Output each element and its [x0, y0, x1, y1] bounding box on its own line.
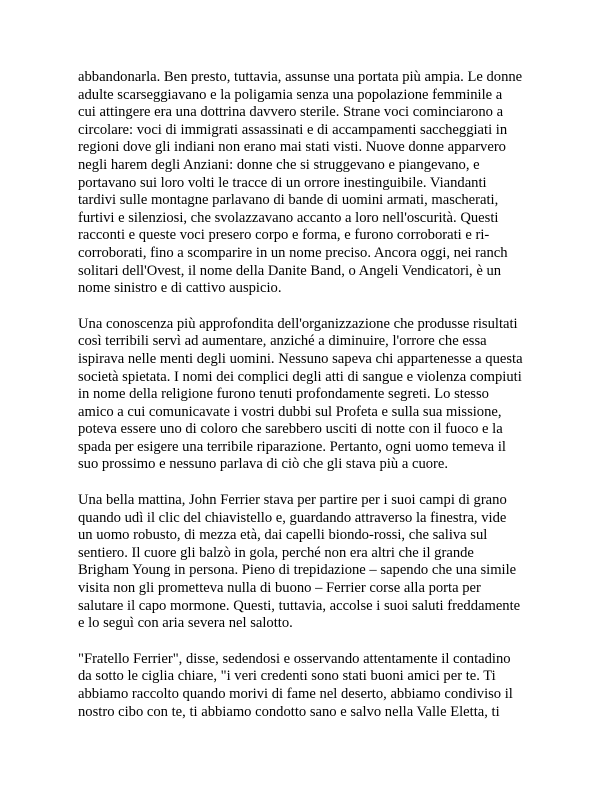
text-line: racconti e queste voci presero corpo e forma, e furono corroborati e ri-	[78, 227, 490, 244]
text-line: visita non gli prometteva nulla di buono – Ferrier corse alla porta per	[78, 580, 481, 597]
text-line: sentiero. Il cuore gli balzò in gola, perché non era altri che il grande	[78, 544, 474, 561]
text-line: società spietata. I nomi dei complici degli atti di sangue e violenza compiuti	[78, 368, 522, 385]
text-line: negli harem degli Anziani: donne che si struggevano e piangevano, e	[78, 156, 480, 173]
text-line: circolare: voci di immigrati assassinati e di accampamenti saccheggiati in	[78, 121, 508, 138]
text-line: regioni dove gli indiani non erano mai stati visti. Nuove donne apparvero	[78, 139, 506, 156]
text-line: "Fratello Ferrier", disse, sedendosi e osservando attentamente il contadino	[78, 650, 511, 667]
text-line: corroborati, fino a scomparire in un nome preciso. Ancora oggi, nei ranch	[78, 244, 508, 261]
paragraph	[78, 651, 540, 721]
text-line: in nome della religione furono tenuti profondamente segreti. Lo stesso	[78, 386, 489, 403]
text-line: e lo seguì con aria severa nel salotto.	[78, 615, 293, 632]
text-line: poteva essere uno di coloro che sarebbero usciti di notte con il fuoco e la	[78, 421, 503, 438]
text-line: cui attingere era una dottrina davvero sterile. Strane voci cominciarono a	[78, 104, 504, 121]
paragraph	[78, 316, 540, 474]
text-line: abbandonarla. Ben presto, tuttavia, assunse una portata più ampia. Le donne	[78, 69, 523, 85]
body-text	[78, 69, 540, 739]
text-line: adulte scarseggiavano e la poligamia senza una popolazione femminile a	[78, 86, 503, 103]
text-line: quando udì il clic del chiavistello e, guardando attraverso la finestra, vide	[78, 509, 507, 526]
text-line: spada per esigere una terribile riparazione. Pertanto, ogni uomo temeva il	[78, 438, 506, 455]
text-line: suo prossimo e nessuno parlava di ciò che gli stava più a cuore.	[78, 456, 449, 473]
paragraph	[78, 69, 540, 298]
text-line: Brigham Young in persona. Pieno di trepidazione – sapendo che una simile	[78, 562, 517, 579]
text-line: furtivi e silenziosi, che svolazzavano accanto a loro nell'oscurità. Questi	[78, 209, 499, 226]
text-line: portavano sui loro volti le tracce di un orrore inestinguibile. Viandanti	[78, 174, 487, 191]
text-line: ispirava nelle menti degli uomini. Nessuno sapeva chi appartenesse a questa	[78, 350, 523, 367]
text-line: amico a cui comunicavate i vostri dubbi sul Profeta e sulla sua missione,	[78, 403, 502, 420]
text-line: Una conoscenza più approfondita dell'organizzazione che produsse risultati	[78, 315, 518, 332]
text-line: un uomo robusto, di mezza età, dai capelli biondo-rossi, che saliva sul	[78, 527, 488, 544]
text-line: salutare il capo mormone. Questi, tuttavia, accolse i suoi saluti freddamente	[78, 597, 521, 614]
text-line: Una bella mattina, John Ferrier stava per partire per i suoi campi di grano	[78, 492, 507, 509]
text-line: abbiamo raccolto quando morivi di fame nel deserto, abbiamo condiviso il	[78, 686, 513, 702]
text-line: da sotto le ciglia chiare, "i veri credenti sono stati buoni amici per te. Ti	[78, 668, 496, 685]
text-line: nostro cibo con te, ti abbiamo condotto sano e salvo nella Valle Eletta, ti	[78, 703, 500, 720]
text-line: tardivi sulle montagne parlavano di bande di uomini armati, mascherati,	[78, 192, 499, 209]
text-line: nome sinistro e di cattivo auspicio.	[78, 280, 282, 297]
paragraph	[78, 492, 540, 633]
text-line: solitari dell'Ovest, il nome della Danite Band, o Angeli Vendicatori, è un	[78, 262, 502, 279]
text-line: così terribili servì ad aumentare, anziché a diminuire, l'orrore che essa	[78, 333, 487, 350]
